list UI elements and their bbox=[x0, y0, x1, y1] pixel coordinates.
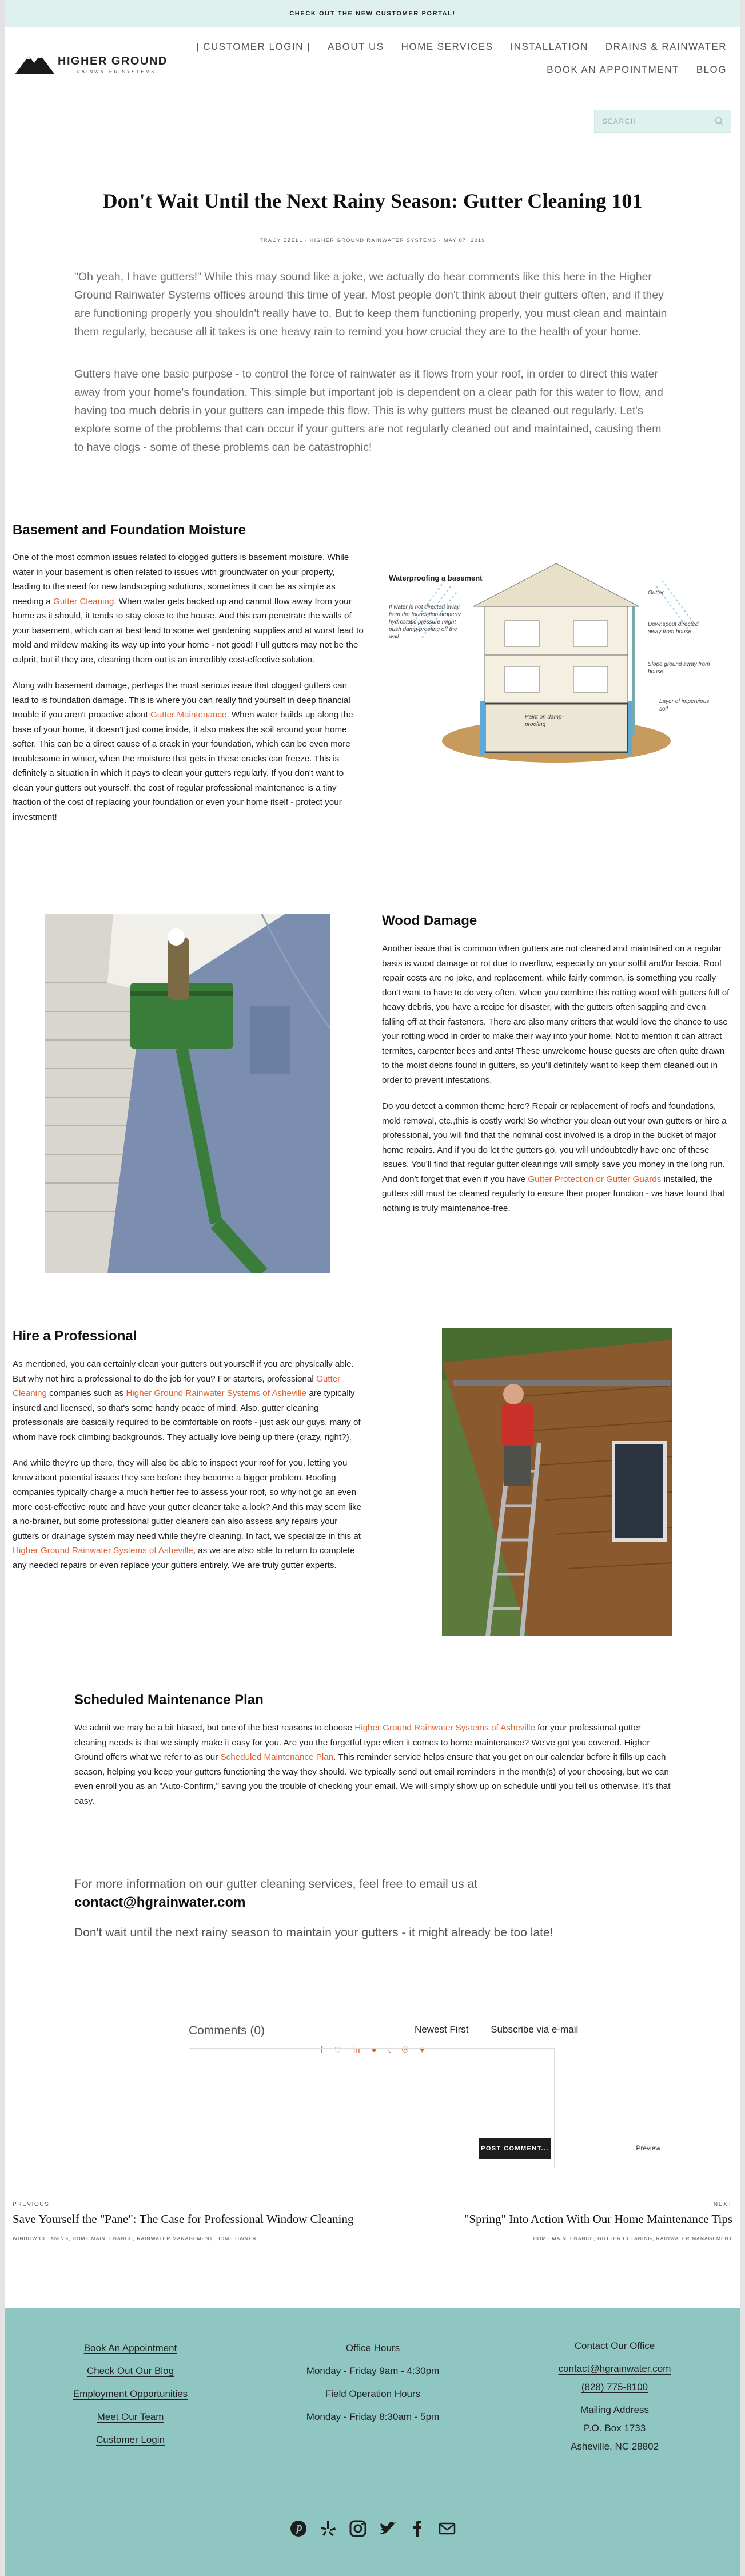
wood-paragraph-2 bbox=[382, 1099, 731, 1216]
text: for your professional gutter cleaning needs is that we simply make it easy for you. Are you the forgetful type when it comes to home maintenance? We've got you covered. Higher Ground offers what we refer to as our bbox=[74, 1723, 650, 1762]
section-heading-basement: Basement and Foundation Moisture bbox=[13, 522, 246, 538]
diagram-title: Waterproofing a basement bbox=[389, 574, 483, 582]
link-higher-ground-asheville[interactable]: Higher Ground Rainwater Systems of Asheville bbox=[126, 1388, 307, 1398]
link-scheduled-maintenance-plan[interactable]: Scheduled Maintenance Plan bbox=[220, 1752, 334, 1762]
post-comment-button[interactable]: POST COMMENT... bbox=[479, 2138, 551, 2159]
comments-count[interactable]: Comments (0) bbox=[189, 2024, 265, 2037]
announcement-text[interactable]: CHECK OUT THE NEW CUSTOMER PORTAL! bbox=[289, 10, 456, 17]
post-byline: TRACY EZELL · HIGHER GROUND RAINWATER SYSTEMS · MAY 07, 2019 bbox=[260, 237, 485, 243]
link-gutter-protection[interactable]: Gutter Protection or Gutter Guards bbox=[528, 1174, 662, 1184]
diagram-label-gutter: Gutter bbox=[648, 590, 664, 596]
schedule-paragraph-1 bbox=[74, 1721, 672, 1808]
link-gutter-cleaning[interactable]: Gutter Cleaning bbox=[53, 596, 114, 606]
reddit-icon[interactable]: ● bbox=[371, 2045, 377, 2055]
basement-paragraph-2 bbox=[13, 678, 364, 824]
footer-hours bbox=[287, 2337, 459, 2428]
gutter-cleaning-lift-photo bbox=[45, 914, 330, 1273]
nav-customer-login[interactable]: | CUSTOMER LOGIN | bbox=[196, 41, 310, 52]
text: And while they're up there, they will also be able to inspect your roof for you, letting you know about potential issues they see before they become a bigger problem. Roofing companies typically charge a much heftier fee to assess your roof, so why not go an even more cost-effective route and have your gutter cleaner take a look? And this may seem like a no-brainer, but some professional gutter cleaners can also assess any repairs your gutters or drainage system may need while they're cleaning. In fact, we specialize in this at bbox=[13, 1458, 362, 1541]
search-input[interactable] bbox=[594, 110, 731, 133]
pinterest-icon[interactable]: ℗ bbox=[401, 2045, 408, 2055]
yelp-icon[interactable] bbox=[318, 2519, 338, 2538]
facebook-icon[interactable]: f bbox=[320, 2045, 323, 2055]
nav-book-appointment[interactable]: BOOK AN APPOINTMENT bbox=[547, 64, 679, 75]
office-hours-title: Office Hours bbox=[345, 2343, 400, 2353]
text: . This reminder service helps ensure that you get on our calendar before it fills up each season, helping you keep your gutters functioning the way they should. We typically send out email reminders in the month(s) of your choosing, but we can even enroll you as an "Auto-Confirm," saving you the trouble of checking your email. We will simply show up on schedule until you tell us otherwise. It's that easy. bbox=[74, 1752, 671, 1806]
heart-icon[interactable]: ♥ bbox=[419, 2045, 425, 2055]
closing-tagline: Don't wait until the next rainy season to maintain your gutters - it might already be too late! bbox=[74, 1926, 553, 1939]
link-gutter-cleaning-2[interactable]: Gutter Cleaning bbox=[13, 1374, 341, 1398]
mailing-box: P.O. Box 1733 bbox=[583, 2423, 646, 2434]
footer-link-blog[interactable]: Check Out Our Blog bbox=[86, 2365, 174, 2376]
facebook-icon[interactable] bbox=[408, 2519, 427, 2538]
hire-paragraph-2 bbox=[13, 1456, 364, 1573]
footer-links bbox=[45, 2337, 216, 2451]
search-icon[interactable] bbox=[715, 117, 724, 126]
footer-email-link[interactable]: contact@hgrainwater.com bbox=[558, 2363, 671, 2374]
subscribe-email-link[interactable]: Subscribe via e-mail bbox=[491, 2024, 579, 2035]
nav-blog[interactable]: BLOG bbox=[696, 64, 727, 75]
footer-social-icons bbox=[5, 2519, 740, 2538]
link-higher-ground-asheville-3[interactable]: Higher Ground Rainwater Systems of Asheville bbox=[354, 1723, 535, 1733]
section-body-hire-professional bbox=[13, 1357, 364, 1584]
mailing-title: Mailing Address bbox=[580, 2404, 649, 2415]
mailing-city: Asheville, NC 28802 bbox=[570, 2441, 659, 2452]
section-heading-hire-professional: Hire a Professional bbox=[13, 1328, 137, 1344]
text: Along with basement damage, perhaps the most serious issue that clogged gutters can lead to is foundation damage. This is where you can really find yourself in deep financial trouble if you aren't proactive about bbox=[13, 681, 350, 720]
link-gutter-maintenance[interactable]: Gutter Maintenance bbox=[150, 710, 227, 720]
nav-home-services[interactable]: HOME SERVICES bbox=[401, 41, 493, 52]
footer-link-team[interactable]: Meet Our Team bbox=[97, 2411, 164, 2422]
closing-info: For more information on our gutter cleaning services, feel free to email us at bbox=[74, 1878, 477, 1891]
intro-paragraph-1: "Oh yeah, I have gutters!" While this may sound like a joke, we actually do hear comments like this here in the Higher Ground Rainwater Systems offices around this time of year. Most people don't think about their gutters often, and if they are functioning properly you shouldn't really have to. But to keep them functioning properly, you must clean and maintain them regularly, because all it takes is one heavy rain to remind you how crucial they are to the health of your home. bbox=[74, 271, 667, 338]
office-hours: Monday - Friday 9am - 4:30pm bbox=[306, 2365, 440, 2376]
footer-link-customer-login[interactable]: Customer Login bbox=[95, 2434, 165, 2445]
previous-label: PREVIOUS bbox=[13, 2201, 50, 2208]
mountain-logo-icon bbox=[15, 53, 55, 74]
next-post-link[interactable]: "Spring" Into Action With Our Home Maintenance Tips bbox=[464, 2212, 732, 2226]
comments-controls bbox=[415, 2024, 578, 2035]
previous-post-link[interactable]: Save Yourself the "Pane": The Case for Professional Window Cleaning bbox=[13, 2212, 354, 2226]
section-body-wood-damage bbox=[382, 942, 731, 1227]
instagram-icon[interactable] bbox=[348, 2519, 368, 2538]
main-nav-row-1 bbox=[196, 41, 727, 53]
footer-contact bbox=[529, 2337, 700, 2456]
text: installed, the gutters still must be cleaned regularly to ensure their proper function - we have found that nothing is truly maintenance-free. bbox=[382, 1174, 725, 1213]
section-body-basement bbox=[13, 550, 364, 836]
text: , as we are also able to return to complete any needed repairs or even replace your gutters entirely. We are truly gutter experts. bbox=[13, 1546, 355, 1570]
diagram-label-slope: Slope ground away from house. bbox=[648, 661, 710, 675]
email-icon[interactable] bbox=[437, 2519, 457, 2538]
site-logo[interactable] bbox=[15, 50, 181, 79]
diagram-label-soil: Layer of impervious soil bbox=[659, 698, 710, 712]
text: We admit we may be a bit biased, but one of the best reasons to choose bbox=[74, 1723, 355, 1733]
linkedin-icon[interactable]: in bbox=[353, 2045, 360, 2055]
twitter-icon[interactable]: ♡ bbox=[334, 2046, 342, 2055]
waterproofing-diagram bbox=[382, 563, 731, 767]
next-post-tags[interactable]: HOME MAINTENANCE, GUTTER CLEANING, RAINWATER MANAGEMENT bbox=[533, 2236, 732, 2241]
text: Do you detect a common theme here? Repair or replacement of roofs and foundations, mold removal, etc.,this is costly work! So whether you clean out your own gutters or hire a professional, you will find that the nominal cost involved is a drop in the bucket of major home repairs. And if you do let the gutters go, you will undoubtedly have one of these issues. You'll find that regular gutter cleanings will simply save you money in the long run. And don't forget that even if you have bbox=[382, 1101, 727, 1184]
logo-subtitle: RAINWATER SYSTEMS bbox=[77, 69, 156, 74]
sort-newest-first[interactable]: Newest First bbox=[415, 2024, 469, 2035]
intro-paragraph-2: Gutters have one basic purpose - to control the force of rainwater as it flows from your roof, in order to direct this water away from your home's foundation. This simple but important job is dependent on a clear path for this water to flow, and having too much debris in your gutters can impede this flow. This is why gutters must be cleaned out regularly. Let's explore some of the problems that can occur if your gutters are not regularly cleaned out and maintained, causing them to have clogs - some of these problems can be catastrophic! bbox=[74, 368, 663, 454]
field-hours-title: Field Operation Hours bbox=[325, 2388, 421, 2399]
main-nav-row-2 bbox=[547, 64, 727, 76]
logo-title: HIGHER GROUND bbox=[58, 55, 168, 68]
diagram-label-downspout: Downspout directed away from house bbox=[648, 621, 699, 635]
text: As mentioned, you can certainly clean your gutters out yourself if you are physically able. But why not hire a professional to do the job for you? For starters, professional bbox=[13, 1359, 354, 1384]
footer-link-employment[interactable]: Employment Opportunities bbox=[73, 2388, 188, 2399]
footer-phone-link[interactable]: (828) 775-8100 bbox=[581, 2381, 648, 2392]
diagram-label-water: If water is not directed away from the foundation property hydrostatic pressure might push damp-proofing off the wall. bbox=[389, 604, 461, 640]
footer-link-book-appointment[interactable]: Book An Appointment bbox=[83, 2343, 177, 2353]
field-hours: Monday - Friday 8:30am - 5pm bbox=[306, 2411, 440, 2422]
diagram-label-damp-proofing: Paint on damp-proofing bbox=[525, 714, 564, 728]
contact-email-link[interactable]: contact@hgrainwater.com bbox=[74, 1895, 246, 1910]
nav-installation[interactable]: INSTALLATION bbox=[510, 41, 588, 52]
tumblr-icon[interactable]: t bbox=[388, 2045, 391, 2055]
nav-about-us[interactable]: ABOUT US bbox=[327, 41, 384, 52]
pinterest-icon[interactable] bbox=[289, 2519, 308, 2538]
post-title: Don't Wait Until the Next Rainy Season: Gutter Cleaning 101 bbox=[102, 189, 643, 212]
search-placeholder: SEARCH bbox=[603, 117, 637, 125]
text: are typically insured and licensed, so that's some handy peace of mind. Also, gutter cleaning professionals are basically required to be comfortable on roofs - just ask our guys, many of whom have rock climbing backgrounds. They actually love being up there (crazy, right?). bbox=[13, 1388, 361, 1442]
preview-button[interactable]: Preview bbox=[636, 2144, 660, 2152]
site-footer bbox=[5, 2308, 740, 2576]
text: One of the most common issues related to clogged gutters is basement moisture. While water in your basement is often related to issues with groundwater on your property, leading to the need for new landscaping solutions, sometimes it can be as simple as needing a bbox=[13, 553, 349, 606]
next-label: NEXT bbox=[713, 2201, 732, 2208]
text: companies such as bbox=[46, 1388, 126, 1398]
site-header bbox=[5, 27, 740, 102]
text: . When water gets backed up and cannot flow away from your home as it should, it tends to stay close to the house. And this can penetrate the walls of your basement, which can at best lead to some wet gardening supplies and at worst lead to mold and mildew making its way up into your home - not good! Full gutters may not be the culprit, but if they are, cleaning them out is an incredibly cost-effective solution. bbox=[13, 596, 364, 665]
section-body-scheduled-maintenance bbox=[74, 1721, 672, 1820]
previous-post-tags[interactable]: WINDOW CLEANING, HOME MAINTENANCE, RAINWATER MANAGEMENT, HOME OWNER bbox=[13, 2236, 257, 2241]
nav-drains-rainwater[interactable]: DRAINS & RAINWATER bbox=[605, 41, 727, 52]
wood-paragraph-1: Another issue that is common when gutters are not cleaned and maintained on a regular basis is wood damage or rot due to overflow, especially on your soffit and/or fascia. Roof repair costs are no joke, and replacement, while fairly common, is something you really don't want to have to do very often. When you combine this rotting wood with gutters full of heavy debris, you have a recipe for disaster, with the gutters often sagging and even falling off at their fasteners. There are also many critters that would love the chance to use your rotting wood in order to make their way into your home. Not to mention it can attract termites, carpenter bees and ants! These unwelcome house guests are often quite drawn to the moist debris found in gutters, so you'll definitely want to keep them cleaned out in order to prevent infestations. bbox=[382, 944, 730, 1085]
basement-paragraph-1 bbox=[13, 550, 364, 667]
text: . When water builds up along the base of your home, it doesn't just come inside, it also makes the soil around your home softer. This can be a direct cause of a crack in your foundation, which can be even more troublesome in winter, when the moisture that gets in these cracks can freeze. This is definitely a situation in which it pays to clean your gutters regularly. If you don't want to clean your gutters out yourself, the cost of regular professional maintenance is a tiny fraction of the cost of replacing your foundation or even your home itself - protect your investment! bbox=[13, 710, 353, 822]
section-heading-wood-damage: Wood Damage bbox=[382, 913, 477, 928]
twitter-icon[interactable] bbox=[378, 2519, 397, 2538]
section-heading-scheduled-maintenance: Scheduled Maintenance Plan bbox=[74, 1692, 264, 1708]
link-higher-ground-asheville-2[interactable]: Higher Ground Rainwater Systems of Asheville bbox=[13, 1546, 193, 1555]
hire-paragraph-1 bbox=[13, 1357, 364, 1444]
contact-title: Contact Our Office bbox=[574, 2340, 655, 2351]
worker-on-ladder-photo bbox=[442, 1328, 672, 1636]
announcement-bar[interactable] bbox=[5, 0, 740, 27]
